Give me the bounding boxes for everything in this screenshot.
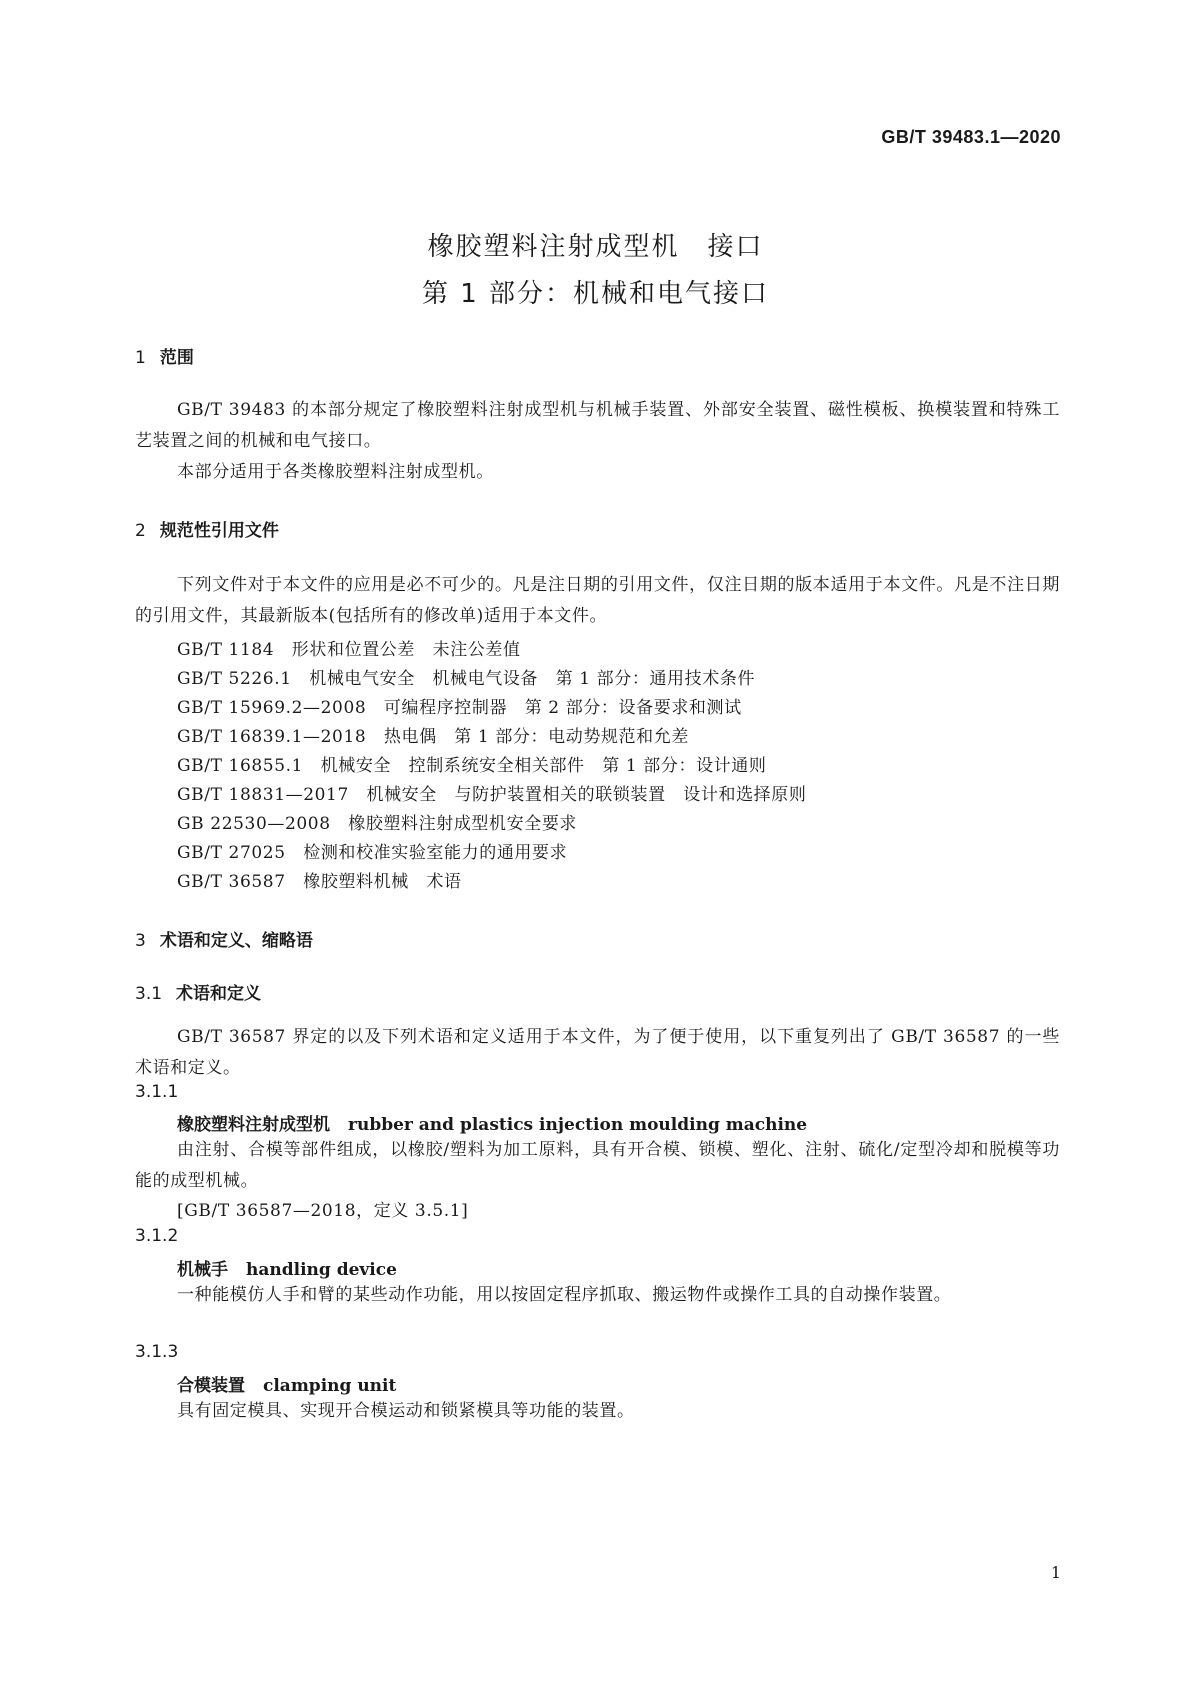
section-number: 2 (135, 521, 146, 541)
term-source: [GB/T 36587—2018，定义 3.5.1] (177, 1201, 469, 1221)
reference-item: GB 22530—2008 橡胶塑料注射成型机安全要求 (177, 814, 578, 834)
section-number: 1 (135, 348, 146, 368)
subsection-title: 术语和定义 (176, 984, 262, 1004)
reference-item: GB/T 36587 橡胶塑料机械 术语 (177, 872, 462, 892)
title-line-2: 第 1 部分：机械和电气接口 (421, 279, 770, 309)
section-number: 3 (135, 931, 146, 951)
term-name (177, 1255, 397, 1280)
term-number: 3.1.1 (135, 1082, 179, 1102)
term-name-zh: 橡胶塑料注射成型机 (177, 1115, 330, 1135)
term-name-zh: 合模装置 (177, 1376, 245, 1396)
section-1-heading (135, 343, 194, 368)
term-name-zh: 机械手 (177, 1260, 228, 1280)
normative-references-intro: 下列文件对于本文件的应用是必不可少的。凡是注日期的引用文件，仅注日期的版本适用于本文件。凡是不注日期的引用文件，其最新版本(包括所有的修改单)适用于本文件。 (135, 575, 1060, 626)
reference-item: GB/T 16855.1 机械安全 控制系统安全相关部件 第 1 部分：设计通则 (177, 756, 767, 776)
term-name (177, 1110, 807, 1135)
section-title: 术语和定义、缩略语 (159, 931, 313, 951)
reference-item: GB/T 16839.1—2018 热电偶 第 1 部分：电动势规范和允差 (177, 727, 689, 747)
term-name (177, 1371, 396, 1396)
section-title: 规范性引用文件 (159, 521, 279, 541)
term-definition: 一种能模仿人手和臂的某些动作功能，用以按固定程序抓取、搬运物件或操作工具的自动操作装置。 (177, 1285, 952, 1305)
term-name-en: clamping unit (263, 1376, 397, 1396)
reference-item: GB/T 15969.2—2008 可编程序控制器 第 2 部分：设备要求和测试 (177, 698, 742, 718)
term-name-en: rubber and plastics injection moulding machine (348, 1115, 808, 1135)
term-definition: 由注射、合模等部件组成，以橡胶/塑料为加工原料，具有开合模、锁模、塑化、注射、硫化/定型冷却和脱模等功能的成型机械。 (135, 1140, 1060, 1191)
reference-item: GB/T 1184 形状和位置公差 未注公差值 (177, 640, 521, 660)
section-3-heading (135, 926, 313, 951)
reference-item: GB/T 18831—2017 机械安全 与防护装置相关的联锁装置 设计和选择原则 (177, 785, 807, 805)
subsection-number: 3.1 (135, 984, 163, 1004)
scope-paragraph-2: 本部分适用于各类橡胶塑料注射成型机。 (177, 462, 494, 482)
term-number: 3.1.2 (135, 1226, 179, 1246)
page-number: 1 (1050, 1563, 1061, 1582)
terms-intro-paragraph: GB/T 36587 界定的以及下列术语和定义适用于本文件，为了便于使用，以下重复列出了 GB/T 36587 的一些术语和定义。 (135, 1027, 1060, 1078)
section-title: 范围 (159, 348, 194, 368)
term-name-en: handling device (246, 1260, 397, 1280)
term-number: 3.1.3 (135, 1342, 179, 1362)
term-definition: 具有固定模具、实现开合模运动和锁紧模具等功能的装置。 (177, 1401, 635, 1421)
reference-item: GB/T 27025 检测和校准实验室能力的通用要求 (177, 843, 568, 863)
subsection-3-1-heading (135, 979, 261, 1004)
title-line-1: 橡胶塑料注射成型机 接口 (427, 232, 764, 262)
reference-item: GB/T 5226.1 机械电气安全 机械电气设备 第 1 部分：通用技术条件 (177, 669, 756, 689)
section-2-heading (135, 516, 279, 541)
scope-paragraph-1: GB/T 39483 的本部分规定了橡胶塑料注射成型机与机械手装置、外部安全装置、磁性模板、换模装置和特殊工艺装置之间的机械和电气接口。 (135, 400, 1060, 451)
document-code: GB/T 39483.1—2020 (881, 127, 1061, 147)
